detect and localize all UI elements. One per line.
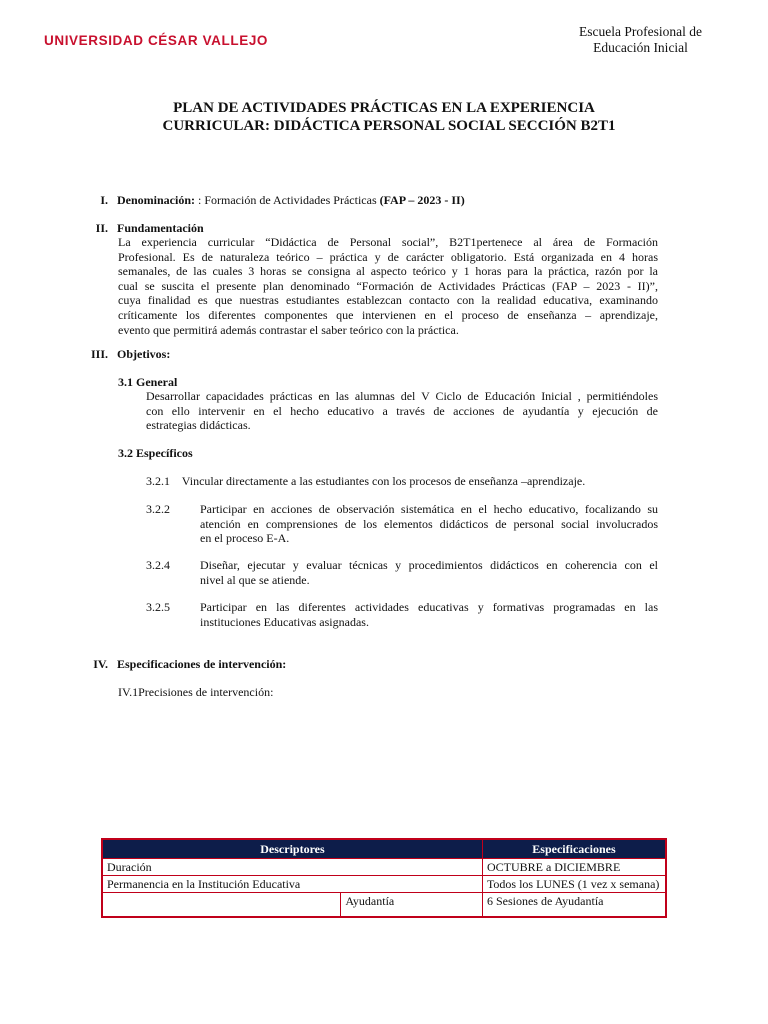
specific-line: Diseñar, ejecutar y evaluar técnicas y procedimientos didácticos en coherencia con el: [200, 558, 658, 572]
sub-descriptor-cell: Ayudantía: [341, 893, 483, 917]
descriptor-cell: Duración: [102, 859, 482, 876]
document-title: PLAN DE ACTIVIDADES PRÁCTICAS EN LA EXPERIENCIA CURRICULAR: DIDÁCTICA PERSONAL SOCIAL SECCIÓN B2T1: [162, 100, 616, 134]
specific-line: atención en comprensiones de los elementos didácticos de personal social involucrados: [200, 516, 658, 531]
specific-number: 3.2.2: [146, 502, 170, 516]
specific-number: 3.2.4: [146, 558, 170, 572]
fundamentacion-line: evento que permitirá además contrastar el saber teórico con la práctica.: [118, 322, 459, 337]
objetivo-general-body: [146, 389, 658, 433]
specific-line: instituciones Educativas asignadas.: [200, 614, 369, 629]
precisiones-heading: IV.1Precisiones de intervención:: [118, 685, 274, 699]
section-especificaciones-heading: IV. Especificaciones de intervención:: [93, 657, 287, 671]
spec-cell: 6 Sesiones de Ayudantía: [482, 893, 666, 917]
specific-text: [200, 558, 658, 587]
fundamentacion-line: La experiencia curricular “Didáctica de Personal social”, B2T1pertenece al área de Formación: [118, 235, 658, 249]
specific-3-2-4: [146, 558, 658, 587]
specifications-table: [101, 838, 667, 918]
specific-3-2-1: 3.2.1 Vincular directamente a las estudiantes con los procesos de enseñanza –aprendizaje.: [146, 474, 586, 488]
university-logo: [36, 20, 269, 60]
specific-line: nivel al que se atiende.: [200, 572, 310, 587]
spec-cell: OCTUBRE a DICIEMBRE: [482, 859, 666, 876]
specific-text: [200, 600, 658, 629]
objetivos-especificos-heading: 3.2 Específicos: [118, 446, 193, 460]
fundamentacion-line: Profesional. Es de naturaleza teórico – práctica y de carácter obligatorio. Está organizada en 4 horas: [118, 249, 658, 264]
table-header-row: [102, 839, 666, 859]
section-denominacion: I. Denominación: : Formación de Actividades Prácticas (FAP – 2023 - II): [100, 193, 465, 207]
section-fundamentacion-heading: II. Fundamentación: [95, 221, 204, 235]
descriptor-cell: [102, 893, 341, 917]
fundamentacion-line: críticamente los diferentes componentes que intervienen en el proceso de enseñanza – aprendizaje,: [118, 307, 658, 322]
specific-line: Participar en acciones de observación sistemática en el hecho educativo, focalizando su: [200, 502, 658, 516]
table-row: [102, 876, 666, 893]
objetivo-general-heading: 3.1 General: [118, 375, 178, 389]
objetivo-general-line: Desarrollar capacidades prácticas en las alumnas del V Ciclo de Educación Inicial , permitiéndoles: [146, 389, 658, 403]
header-descriptores: Descriptores: [102, 839, 482, 859]
fundamentacion-line: cual se suscita el presente plan denominado “Formación de Actividades Prácticas (FAP – 2023 - II)”,: [118, 278, 658, 293]
section-objetivos-heading: III. Objetivos:: [90, 347, 171, 361]
objetivo-general-line: estrategias didácticas.: [146, 418, 251, 433]
specific-text: [200, 502, 658, 546]
specific-line: Participar en las diferentes actividades educativas y formativas programadas en las: [200, 600, 658, 614]
specific-line: en el proceso E-A.: [200, 531, 290, 546]
descriptor-cell: Permanencia en la Institución Educativa: [102, 876, 482, 893]
fundamentacion-body: [118, 235, 658, 337]
table-row: [102, 859, 666, 876]
university-name: UNIVERSIDAD CÉSAR VALLEJO: [44, 32, 269, 48]
specific-3-2-5: [146, 600, 658, 629]
fundamentacion-line: semanales, de las cuales 3 horas se consigna al aspecto teórico y 1 horas para la práctica, razón por la: [118, 264, 658, 279]
fundamentacion-line: cuya finalidad es que nuestras estudiantes establezcan contacto con la realidad educativa, examinando: [118, 293, 658, 308]
header-especificaciones: Especificaciones: [482, 839, 666, 859]
table-row: [102, 893, 666, 917]
objetivo-general-line: con ello intervenir en el hecho educativo a través de acciones de ayudantía y ejecución de: [146, 403, 658, 418]
school-name: Escuela Profesional de Educación Inicial: [579, 24, 702, 55]
specific-3-2-2: [146, 502, 658, 546]
specific-number: 3.2.5: [146, 600, 170, 614]
spec-cell: Todos los LUNES (1 vez x semana): [482, 876, 666, 893]
